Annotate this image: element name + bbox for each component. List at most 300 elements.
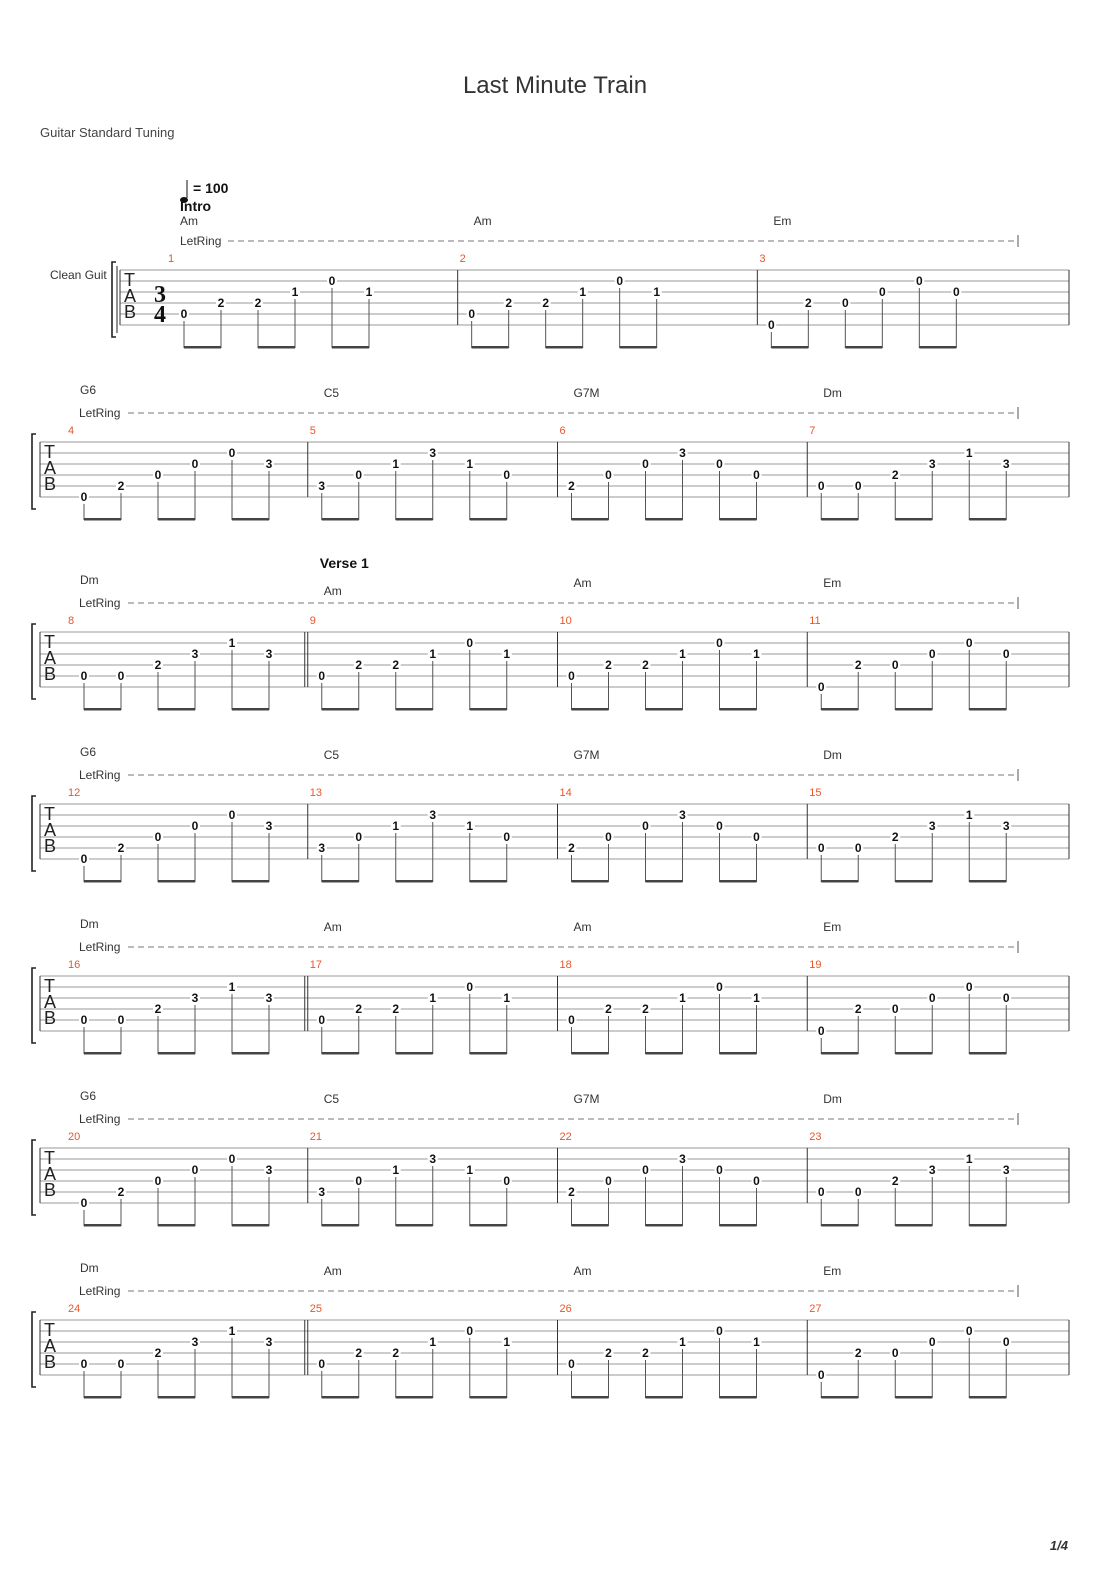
- measure-number: 10: [559, 615, 572, 627]
- note-beam: [646, 1052, 683, 1055]
- fret-number: 0: [878, 285, 886, 299]
- fret-number: 0: [854, 841, 862, 855]
- fret-number: 1: [753, 991, 760, 1005]
- fret-number: 3: [318, 1185, 326, 1199]
- note-beam: [895, 708, 932, 711]
- note-beam: [232, 1224, 269, 1227]
- fret-number: 0: [355, 468, 363, 482]
- chord-name: Em: [823, 920, 842, 934]
- fret-number: 0: [468, 307, 476, 321]
- note-beam: [232, 1052, 269, 1055]
- note-beam: [470, 880, 507, 883]
- note-beam: [232, 880, 269, 883]
- fret-number: 1: [679, 1335, 686, 1349]
- fret-number: 2: [542, 296, 550, 310]
- measure-number: 9: [309, 615, 316, 627]
- measure-number: 19: [809, 959, 822, 971]
- page-number: 1/4: [1049, 1538, 1068, 1553]
- chord-name: G6: [80, 1089, 97, 1103]
- fret-number: 0: [154, 468, 162, 482]
- tab-clef-letter: B: [44, 1008, 57, 1028]
- fret-number: 0: [154, 830, 162, 844]
- fret-number: 2: [505, 296, 513, 310]
- chord-name: Dm: [80, 1261, 99, 1275]
- tab-clef-letter: B: [44, 836, 57, 856]
- time-signature-top: 3: [154, 282, 166, 308]
- fret-number: 0: [1002, 647, 1010, 661]
- note-beam: [472, 346, 509, 349]
- section-label: Intro: [180, 198, 212, 214]
- note-beam: [895, 1052, 932, 1055]
- note-beam: [646, 880, 683, 883]
- fret-number: 3: [429, 446, 437, 460]
- fret-number: 1: [503, 1335, 511, 1349]
- fret-number: 1: [291, 285, 299, 299]
- note-beam: [720, 518, 757, 521]
- chord-name: G7M: [573, 748, 600, 762]
- fret-number: 0: [605, 830, 612, 844]
- tab-clef-letter: A: [44, 820, 57, 840]
- fret-number: 3: [191, 991, 199, 1005]
- fret-number: 0: [915, 274, 923, 288]
- note-beam: [646, 1396, 683, 1399]
- chord-name: Am: [323, 584, 342, 598]
- fret-number: 0: [817, 680, 825, 694]
- note-beam: [969, 1396, 1006, 1399]
- measure-number: 5: [309, 425, 316, 437]
- fret-number: 2: [854, 658, 862, 672]
- chord-name: Am: [323, 920, 342, 934]
- fret-number: 0: [80, 1196, 88, 1210]
- let-ring-label: LetRing: [79, 940, 121, 954]
- chord-name: Dm: [823, 386, 842, 400]
- note-beam: [396, 1224, 433, 1227]
- fret-number: 0: [80, 490, 88, 504]
- fret-number: 0: [568, 1357, 575, 1371]
- note-beam: [969, 880, 1006, 883]
- fret-number: 0: [191, 1163, 199, 1177]
- measure-number: 3: [759, 253, 766, 265]
- measure-number: 18: [559, 959, 572, 971]
- note-beam: [322, 1224, 359, 1227]
- fret-number: 0: [503, 468, 511, 482]
- chord-name: C5: [323, 386, 340, 400]
- fret-number: 0: [228, 808, 236, 822]
- fret-number: 0: [928, 991, 936, 1005]
- fret-number: 0: [154, 1174, 162, 1188]
- fret-number: 0: [355, 1174, 363, 1188]
- fret-number: 0: [503, 830, 511, 844]
- fret-number: 1: [503, 647, 511, 661]
- fret-number: 3: [429, 1152, 437, 1166]
- system-bracket: [32, 434, 36, 509]
- measure-number: 27: [809, 1303, 822, 1315]
- time-signature-bottom: 4: [154, 302, 166, 328]
- tab-clef-letter: T: [124, 270, 135, 290]
- note-beam: [322, 708, 359, 711]
- fret-number: 0: [891, 658, 899, 672]
- note-beam: [470, 1396, 507, 1399]
- fret-number: 0: [605, 1174, 612, 1188]
- measure-number: 17: [309, 959, 322, 971]
- chord-name: Dm: [823, 1092, 842, 1106]
- fret-number: 2: [642, 1346, 649, 1360]
- system-bracket: [32, 1312, 36, 1387]
- fret-number: 1: [466, 1163, 474, 1177]
- fret-number: 0: [753, 1174, 760, 1188]
- fret-number: 1: [392, 457, 400, 471]
- chord-name: Dm: [823, 748, 842, 762]
- fret-number: 3: [191, 1335, 199, 1349]
- fret-number: 0: [80, 1013, 88, 1027]
- fret-number: 1: [365, 285, 373, 299]
- fret-number: 1: [228, 980, 236, 994]
- fret-number: 1: [429, 991, 437, 1005]
- fret-number: 3: [928, 819, 936, 833]
- note-beam: [546, 346, 583, 349]
- tab-clef-letter: T: [44, 632, 55, 652]
- note-beam: [572, 1396, 609, 1399]
- fret-number: 2: [392, 1002, 400, 1016]
- tab-clef-letter: A: [124, 286, 137, 306]
- let-ring-label: LetRing: [79, 596, 121, 610]
- fret-number: 0: [616, 274, 624, 288]
- note-beam: [720, 1224, 757, 1227]
- chord-name: G7M: [573, 386, 600, 400]
- fret-number: 2: [392, 658, 400, 672]
- fret-number: 0: [355, 830, 363, 844]
- chord-name: Am: [573, 576, 592, 590]
- chord-name: Em: [773, 214, 792, 228]
- fret-number: 2: [154, 658, 162, 672]
- fret-number: 2: [154, 1346, 162, 1360]
- fret-number: 0: [841, 296, 849, 310]
- note-beam: [322, 1052, 359, 1055]
- fret-number: 0: [952, 285, 960, 299]
- song-title: Last Minute Train: [462, 72, 648, 99]
- note-beam: [396, 1052, 433, 1055]
- system-bracket: [32, 796, 36, 871]
- note-beam: [620, 346, 657, 349]
- note-beam: [470, 1052, 507, 1055]
- note-beam: [572, 708, 609, 711]
- chord-name: G7M: [573, 1092, 600, 1106]
- fret-number: 3: [318, 479, 326, 493]
- fret-number: 3: [265, 647, 273, 661]
- fret-number: 2: [117, 1185, 125, 1199]
- fret-number: 1: [228, 1324, 236, 1338]
- fret-number: 0: [191, 819, 199, 833]
- measure-number: 25: [309, 1303, 322, 1315]
- tab-clef-letter: A: [44, 458, 57, 478]
- measure-number: 20: [68, 1131, 81, 1143]
- fret-number: 0: [180, 307, 188, 321]
- note-beam: [969, 1224, 1006, 1227]
- fret-number: 0: [817, 1185, 825, 1199]
- note-beam: [646, 708, 683, 711]
- fret-number: 3: [265, 991, 273, 1005]
- fret-number: 0: [928, 1335, 936, 1349]
- note-beam: [821, 518, 858, 521]
- tab-clef-letter: T: [44, 804, 55, 824]
- fret-number: 2: [355, 1002, 363, 1016]
- measure-number: 7: [809, 425, 816, 437]
- chord-name: Em: [823, 1264, 842, 1278]
- fret-number: 0: [466, 980, 474, 994]
- tab-clef-letter: B: [124, 302, 137, 322]
- fret-number: 2: [568, 479, 575, 493]
- note-beam: [720, 1052, 757, 1055]
- note-beam: [158, 1052, 195, 1055]
- fret-number: 0: [965, 1324, 973, 1338]
- fret-number: 0: [228, 446, 236, 460]
- fret-number: 2: [355, 658, 363, 672]
- system-bracket: [32, 1140, 36, 1215]
- let-ring-label: LetRing: [79, 768, 121, 782]
- measure-number: 1: [168, 253, 175, 265]
- fret-number: 2: [568, 1185, 575, 1199]
- fret-number: 0: [817, 1368, 825, 1382]
- fret-number: 3: [1002, 1163, 1010, 1177]
- fret-number: 3: [265, 819, 273, 833]
- measure-number: 24: [68, 1303, 81, 1315]
- note-beam: [84, 880, 121, 883]
- fret-number: 0: [318, 1357, 326, 1371]
- chord-name: Em: [823, 576, 842, 590]
- chord-name: Am: [573, 920, 592, 934]
- fret-number: 1: [466, 457, 474, 471]
- fret-number: 1: [429, 1335, 437, 1349]
- tab-clef-letter: A: [44, 648, 57, 668]
- fret-number: 1: [653, 285, 661, 299]
- fret-number: 0: [817, 841, 825, 855]
- let-ring-label: LetRing: [79, 1284, 121, 1298]
- note-beam: [919, 346, 956, 349]
- fret-number: 2: [605, 1346, 612, 1360]
- note-beam: [821, 1396, 858, 1399]
- fret-number: 3: [429, 808, 437, 822]
- note-beam: [895, 1396, 932, 1399]
- note-beam: [158, 708, 195, 711]
- fret-number: 0: [1002, 991, 1010, 1005]
- measure-number: 23: [809, 1131, 822, 1143]
- measure-number: 21: [309, 1131, 322, 1143]
- chord-name: C5: [323, 748, 340, 762]
- fret-number: 0: [817, 1024, 825, 1038]
- chord-name: Dm: [80, 573, 99, 587]
- fret-number: 0: [1002, 1335, 1010, 1349]
- system-bracket: [32, 968, 36, 1043]
- fret-number: 2: [117, 479, 125, 493]
- fret-number: 0: [965, 636, 973, 650]
- fret-number: 1: [679, 647, 686, 661]
- chord-name: Am: [180, 214, 198, 228]
- note-beam: [84, 1052, 121, 1055]
- fret-number: 1: [753, 647, 760, 661]
- fret-number: 2: [605, 1002, 612, 1016]
- fret-number: 0: [568, 669, 575, 683]
- fret-number: 3: [679, 1152, 686, 1166]
- chord-name: G6: [80, 383, 97, 397]
- note-beam: [158, 518, 195, 521]
- fret-number: 2: [217, 296, 225, 310]
- tab-clef-letter: T: [44, 442, 55, 462]
- note-beam: [572, 518, 609, 521]
- note-beam: [258, 346, 295, 349]
- note-beam: [470, 518, 507, 521]
- note-beam: [646, 518, 683, 521]
- tab-clef-letter: A: [44, 1164, 57, 1184]
- note-beam: [720, 880, 757, 883]
- fret-number: 3: [318, 841, 326, 855]
- chord-name: Am: [323, 1264, 342, 1278]
- fret-number: 0: [767, 318, 775, 332]
- fret-number: 3: [928, 457, 936, 471]
- fret-number: 1: [753, 1335, 760, 1349]
- note-beam: [821, 708, 858, 711]
- note-beam: [821, 1224, 858, 1227]
- fret-number: 1: [392, 1163, 400, 1177]
- measure-number: 16: [68, 959, 81, 971]
- fret-number: 2: [854, 1346, 862, 1360]
- tempo-marking: = 100: [193, 180, 229, 196]
- tab-clef-letter: B: [44, 1180, 57, 1200]
- note-beam: [396, 880, 433, 883]
- fret-number: 1: [503, 991, 511, 1005]
- tab-clef-letter: T: [44, 1320, 55, 1340]
- measure-number: 26: [559, 1303, 572, 1315]
- fret-number: 2: [154, 1002, 162, 1016]
- note-beam: [845, 346, 882, 349]
- fret-number: 0: [716, 1163, 723, 1177]
- fret-number: 3: [928, 1163, 936, 1177]
- fret-number: 0: [642, 1163, 649, 1177]
- fret-number: 0: [965, 980, 973, 994]
- chord-name: Dm: [80, 917, 99, 931]
- note-beam: [184, 346, 221, 349]
- fret-number: 1: [965, 446, 973, 460]
- note-beam: [322, 880, 359, 883]
- note-beam: [158, 880, 195, 883]
- note-beam: [396, 518, 433, 521]
- note-beam: [158, 1396, 195, 1399]
- fret-number: 1: [965, 808, 973, 822]
- measure-number: 11: [809, 615, 821, 627]
- measure-number: 6: [559, 425, 566, 437]
- chord-name: Am: [573, 1264, 592, 1278]
- fret-number: 0: [117, 1357, 125, 1371]
- note-beam: [332, 346, 369, 349]
- note-beam: [969, 1052, 1006, 1055]
- fret-number: 1: [466, 819, 474, 833]
- tab-clef-letter: B: [44, 1352, 57, 1372]
- note-beam: [771, 346, 808, 349]
- chord-name: C5: [323, 1092, 340, 1106]
- instrument-name: Clean Guit: [50, 268, 107, 282]
- tab-clef-letter: T: [44, 976, 55, 996]
- fret-number: 1: [579, 285, 587, 299]
- note-beam: [396, 708, 433, 711]
- note-beam: [572, 1052, 609, 1055]
- fret-number: 2: [392, 1346, 400, 1360]
- fret-number: 3: [191, 647, 199, 661]
- note-beam: [322, 518, 359, 521]
- fret-number: 0: [117, 669, 125, 683]
- fret-number: 0: [80, 852, 88, 866]
- system-bracket: [32, 624, 36, 699]
- fret-number: 3: [265, 1335, 273, 1349]
- fret-number: 2: [642, 1002, 649, 1016]
- note-beam: [322, 1396, 359, 1399]
- tab-clef-letter: B: [44, 474, 57, 494]
- chord-name: Am: [473, 214, 492, 228]
- fret-number: 0: [891, 1002, 899, 1016]
- note-beam: [470, 708, 507, 711]
- fret-number: 2: [854, 1002, 862, 1016]
- fret-number: 0: [642, 819, 649, 833]
- fret-number: 3: [1002, 457, 1010, 471]
- fret-number: 2: [642, 658, 649, 672]
- fret-number: 0: [854, 479, 862, 493]
- note-beam: [646, 1224, 683, 1227]
- fret-number: 0: [605, 468, 612, 482]
- note-beam: [84, 518, 121, 521]
- note-beam: [969, 708, 1006, 711]
- note-beam: [821, 1052, 858, 1055]
- fret-number: 2: [891, 1174, 899, 1188]
- fret-number: 0: [716, 980, 723, 994]
- fret-number: 1: [679, 991, 686, 1005]
- fret-number: 0: [318, 1013, 326, 1027]
- note-beam: [720, 1396, 757, 1399]
- measure-number: 13: [309, 787, 322, 799]
- fret-number: 0: [466, 1324, 474, 1338]
- fret-number: 0: [642, 457, 649, 471]
- fret-number: 0: [716, 1324, 723, 1338]
- fret-number: 0: [928, 647, 936, 661]
- note-beam: [895, 880, 932, 883]
- fret-number: 1: [392, 819, 400, 833]
- fret-number: 2: [355, 1346, 363, 1360]
- note-beam: [720, 708, 757, 711]
- fret-number: 3: [679, 808, 686, 822]
- fret-number: 2: [605, 658, 612, 672]
- note-beam: [232, 708, 269, 711]
- note-beam: [470, 1224, 507, 1227]
- note-beam: [895, 1224, 932, 1227]
- note-beam: [895, 518, 932, 521]
- note-beam: [232, 1396, 269, 1399]
- tuning-label: Guitar Standard Tuning: [40, 125, 175, 140]
- fret-number: 0: [328, 274, 336, 288]
- fret-number: 0: [716, 819, 723, 833]
- fret-number: 1: [429, 647, 437, 661]
- fret-number: 0: [80, 669, 88, 683]
- tab-clef-letter: T: [44, 1148, 55, 1168]
- fret-number: 0: [503, 1174, 511, 1188]
- fret-number: 0: [191, 457, 199, 471]
- measure-number: 15: [809, 787, 822, 799]
- note-beam: [158, 1224, 195, 1227]
- fret-number: 0: [117, 1013, 125, 1027]
- let-ring-label: LetRing: [79, 406, 121, 420]
- fret-number: 0: [753, 830, 760, 844]
- fret-number: 0: [318, 669, 326, 683]
- note-beam: [84, 708, 121, 711]
- fret-number: 0: [80, 1357, 88, 1371]
- note-beam: [969, 518, 1006, 521]
- fret-number: 0: [466, 636, 474, 650]
